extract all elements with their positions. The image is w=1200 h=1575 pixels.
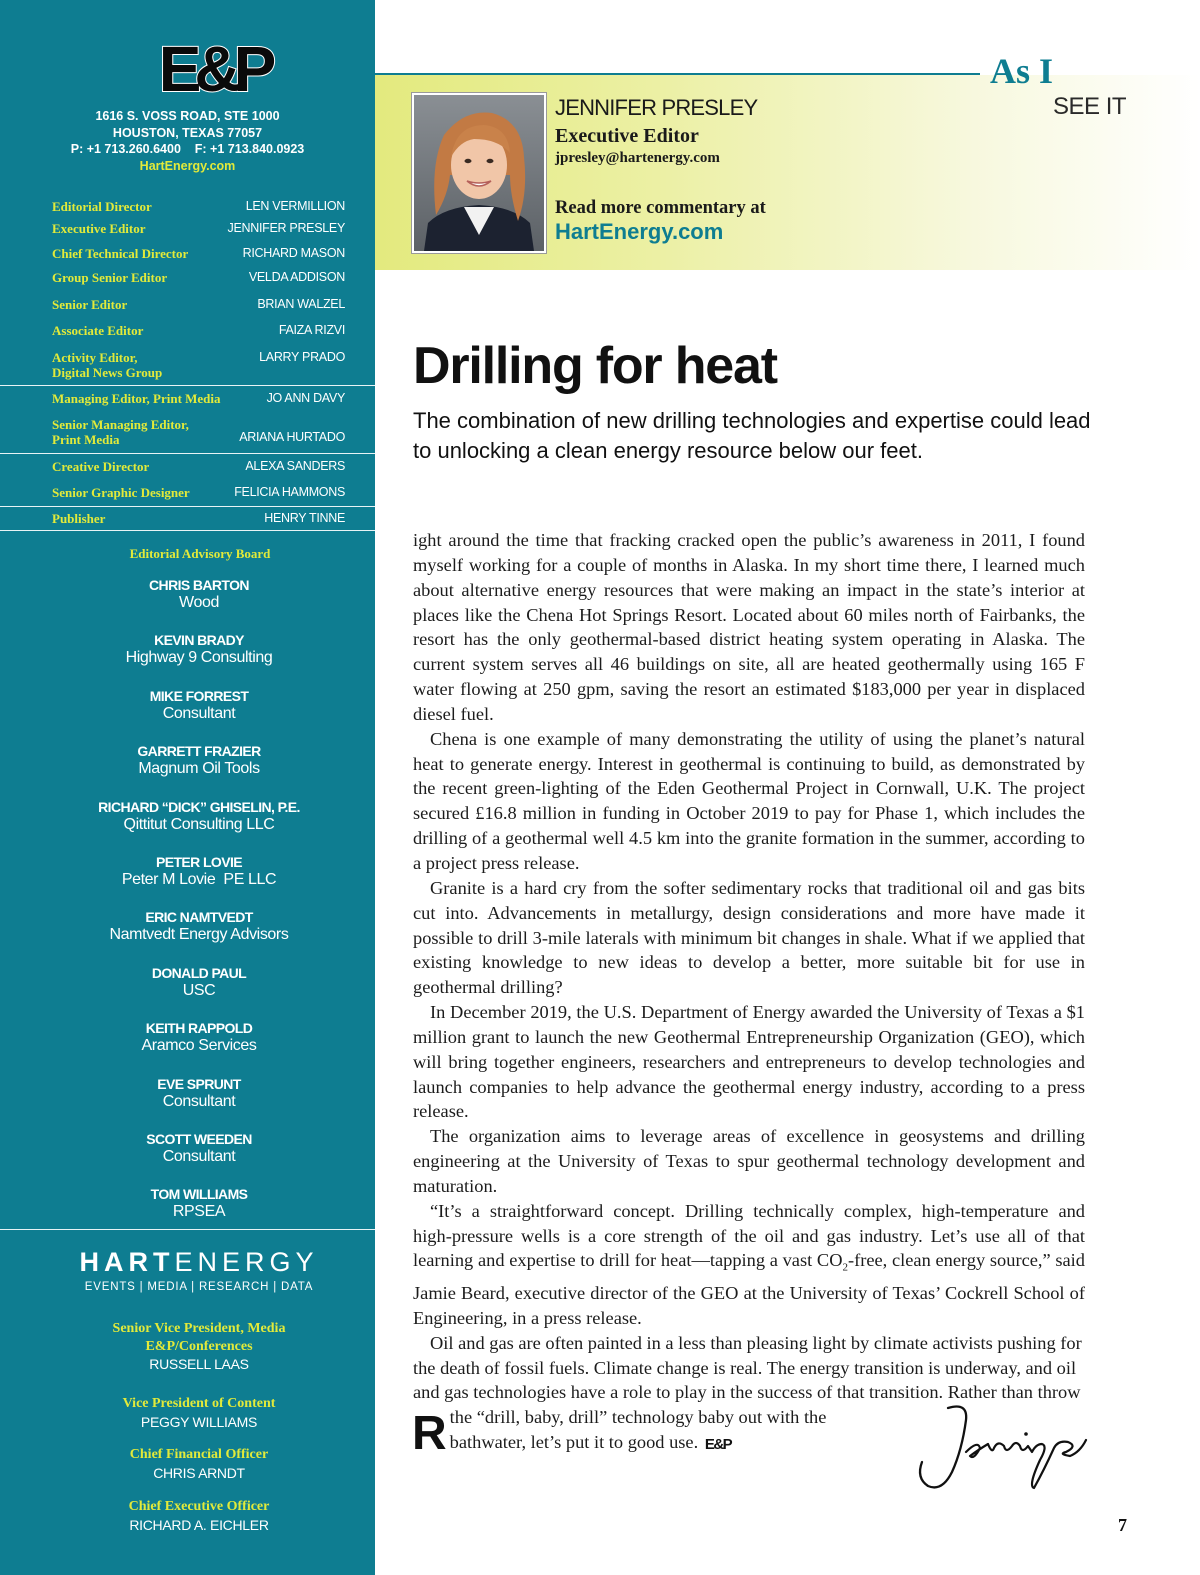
board-member: [0, 798, 398, 853]
page-number: 7: [1118, 1515, 1127, 1535]
board-member-company: Qittitut Consulting LLC: [123, 815, 275, 833]
masthead-address: [0, 108, 375, 174]
article-paragraph: The organization aims to leverage areas of excellence in geosystems and drilling engineering at the University of Texas to spur geothermal technology development and maturation.: [413, 1126, 1085, 1196]
board-member-company: Wood: [179, 594, 219, 611]
board-member: [0, 687, 398, 742]
board-member: [0, 576, 398, 631]
staff-role: Executive Editor: [52, 221, 146, 236]
paragraph-text: -free, clean energy source,” said Jamie Beard, executive director of the GEO at the University of Texas’ Cockrell School of Engineering, in a press release.: [413, 1250, 1085, 1328]
article-paragraph: Granite is a hard cry from the softer sedimentary rocks that traditional oil and gas bits cut into. Advancements in metallurgy, design considerations and more have made it possible to drill 3-mile laterals with minimum bit changes in shale. What if we applied that existing knowledge to new ideas to develop a better, more suitable bit for use in geothermal drilling?: [413, 877, 1085, 998]
staff-role: Publisher: [52, 511, 106, 526]
executive-title: Chief Financial Officer: [129, 1447, 269, 1462]
column-header-rule: [375, 73, 980, 75]
staff-name: JO ANN DAVY: [266, 391, 345, 405]
staff-name: LARRY PRADO: [259, 350, 345, 364]
hart-logo-light: ENERGY: [174, 1247, 319, 1277]
author-name: JENNIFER PRESLEY: [555, 95, 758, 120]
ep-logo: [142, 38, 286, 96]
board-member-company: Magnum Oil Tools: [138, 760, 260, 778]
executive-name: CHRIS ARNDT: [153, 1464, 245, 1481]
column-label-top: As I: [990, 51, 1054, 91]
board-member: [0, 742, 398, 797]
board-member: [0, 964, 398, 1019]
board-member-company: Namtvedt Energy Advisors: [109, 926, 289, 944]
staff-name: VELDA ADDISON: [248, 270, 345, 284]
board-member-name: GARRETT FRAZIER: [137, 743, 261, 760]
board-member-name: RICHARD “DICK” GHISELIN, P.E.: [98, 798, 300, 815]
board-member-company: Highway 9 Consulting: [125, 649, 273, 667]
board-member-name: EVE SPRUNT: [157, 1075, 241, 1092]
executive-name: RUSSELL LAAS: [149, 1356, 249, 1372]
staff-divider: [0, 385, 375, 386]
hart-energy-tagline: EVENTS | MEDIA | RESEARCH | DATA: [84, 1281, 314, 1293]
staff-name: ARIANA HURTADO: [239, 430, 345, 444]
board-member-company: Peter M Lovie PE LLC: [121, 870, 277, 888]
staff-role: Associate Editor: [52, 323, 144, 338]
staff-role: Editorial Director: [52, 199, 152, 214]
drop-cap: R: [412, 1407, 447, 1460]
staff-name: BRIAN WALZEL: [257, 297, 345, 311]
staff-role-line: Digital News Group: [52, 365, 163, 380]
board-member-company: USC: [182, 981, 216, 999]
board-member-name: KEITH RAPPOLD: [145, 1020, 253, 1037]
article-body: [413, 528, 1085, 1492]
board-member-company: Aramco Services: [141, 1037, 257, 1055]
article-paragraph: [413, 1199, 1085, 1331]
staff-name: LEN VERMILLION: [245, 199, 345, 213]
board-member: [0, 1019, 398, 1074]
staff-role: Group Senior Editor: [52, 270, 168, 285]
executive-block: [0, 1498, 398, 1534]
board-member-name: TOM WILLIAMS: [150, 1186, 248, 1203]
masthead-sidebar: [0, 0, 375, 1575]
article-deck: The combination of new drilling technologies and expertise could lead to unlocking a clean energy resource below our feet.: [413, 408, 1091, 463]
read-more-link[interactable]: HartEnergy.com: [555, 219, 724, 244]
staff-role: Senior Editor: [52, 297, 128, 312]
board-divider: [0, 1229, 375, 1230]
hart-logo-bold: HART: [79, 1247, 175, 1277]
executive-title: Chief Executive Officer: [128, 1499, 270, 1514]
staff-divider: [0, 530, 375, 531]
subscript: 2: [842, 1262, 848, 1275]
executive-name: PEGGY WILLIAMS: [140, 1413, 258, 1430]
board-member-company: Consultant: [162, 1092, 236, 1110]
board-member-name: PETER LOVIE: [156, 853, 242, 870]
board-member-name: MIKE FORREST: [149, 687, 249, 704]
board-member-company: RPSEA: [172, 1203, 226, 1221]
staff-divider: [0, 453, 375, 454]
executive-block: [0, 1320, 398, 1373]
executive-title: E&P/Conferences: [145, 1338, 253, 1354]
board-member: [0, 631, 398, 686]
board-member: [0, 853, 398, 908]
address-line: HOUSTON, TEXAS 77057: [112, 125, 263, 140]
board-member-name: SCOTT WEEDEN: [146, 1130, 252, 1147]
executive-block: [0, 1446, 398, 1482]
board-member: [0, 1130, 398, 1185]
read-more-text: Read more commentary at: [555, 198, 766, 218]
staff-divider: [0, 506, 375, 507]
svg-text:E&P: E&P: [704, 1436, 731, 1451]
staff-role: Managing Editor, Print Media: [52, 391, 221, 406]
advisory-board-title: Editorial Advisory Board: [129, 546, 271, 561]
svg-text:E&P: E&P: [158, 38, 270, 96]
staff-name: FELICIA HAMMONS: [234, 485, 345, 499]
staff-role: [52, 350, 162, 380]
masthead-website-link[interactable]: HartEnergy.com: [139, 158, 236, 173]
board-member: [0, 1075, 398, 1130]
article-paragraph: In December 2019, the U.S. Department of Energy awarded the University of Texas a $1 million grant to launch the new Geothermal Entrepreneurship Organization (GEO), which will bring together engineers, researchers and entrepreneurs to develop technologies and launch companies to help advance the geothermal energy industry, according to a press release.: [413, 1002, 1085, 1122]
staff-role: Chief Technical Director: [52, 246, 189, 261]
executive-title: Senior Vice President, Media: [112, 1321, 286, 1336]
paragraph-text: Oil and gas are often painted in a less than pleasing light by climate activists pushing for the death of fossil fuels. Climate change is real. The energy transition is underway, and oil and gas technologies have a role to play in the success of that transition. Rather than throw the “drill, baby, drill” technology baby out with the bathwater, let’s put it to good use.: [413, 1332, 1082, 1453]
end-mark-logo: [703, 1436, 733, 1450]
staff-name: RICHARD MASON: [242, 246, 345, 260]
advisory-board-list: [0, 576, 398, 1241]
author-email-link[interactable]: jpresley@hartenergy.com: [555, 150, 720, 166]
staff-name: ALEXA SANDERS: [245, 459, 345, 473]
board-member-name: KEVIN BRADY: [154, 632, 244, 649]
board-member: [0, 1185, 398, 1240]
address-line: 1616 S. VOSS ROAD, STE 1000: [95, 109, 280, 123]
article-headline: Drilling for heat: [413, 337, 777, 395]
author-title: Executive Editor: [555, 125, 699, 147]
staff-role-line: Activity Editor,: [52, 350, 138, 365]
author-photo: [412, 93, 546, 253]
paragraph-text: ight around the time that fracking cracked open the public’s awareness in 2011, I found myself working for a couple of months in Alaska. In my short time there, I learned much about alternative energy resources that were making an impact in the state’s interior at places like the Chena Hot Springs Resort. Located about 60 miles north of Fairbanks, the resort has the only geothermal-based district heating system operating in Alaska. The current system serves all 46 buildings on site, all are heated geothermally using 165 F water flowing at 250 gpm, saving the resort an estimated $183,000 per year in displaced diesel fuel.: [413, 530, 1085, 724]
board-member-company: Consultant: [162, 704, 236, 722]
board-member-name: DONALD PAUL: [151, 964, 247, 981]
board-member: [0, 908, 398, 963]
staff-role: Senior Graphic Designer: [52, 485, 190, 500]
staff-role-line: Print Media: [52, 432, 120, 447]
board-member-name: ERIC NAMTVEDT: [145, 909, 253, 926]
board-member-company: Consultant: [162, 1147, 236, 1165]
staff-name: FAIZA RIZVI: [278, 323, 345, 337]
board-member-name: CHRIS BARTON: [149, 577, 249, 593]
staff-role: [52, 417, 189, 447]
staff-role-line: Senior Managing Editor,: [52, 417, 189, 432]
staff-name: HENRY TINNE: [264, 511, 345, 525]
executive-title: Vice President of Content: [122, 1396, 276, 1411]
phone-fax-line: P: +1 713.260.6400 F: +1 713.840.0923: [70, 142, 305, 156]
article-paragraph: Chena is one example of many demonstrating the utility of using the planet’s natural heat to generate energy. Interest in geothermal is continuing to build, as demonstrated by the recent green-lighting of the Eden Geothermal Project in Cornwall, U.K. The project secured £16.8 million in funding in October 2019 to pay for Phase 1, which includes the drilling of a geothermal well 4.5 km into the granite formation in the summer, according to a project press release.: [413, 728, 1085, 873]
hart-energy-logo: [0, 1247, 398, 1278]
staff-role: Creative Director: [52, 459, 150, 474]
paragraph-text: “It’s a straightforward concept. Drilling technically complex, high-temperature and high-pressure wells is a core strength of the oil and gas industry. Let’s use all of that learning and expertise to drill for heat—tapping a vast CO: [413, 1200, 1085, 1271]
executive-name: RICHARD A. EICHLER: [129, 1516, 269, 1533]
column-label-bottom: SEE IT: [1053, 93, 1127, 120]
staff-name: JENNIFER PRESLEY: [227, 221, 345, 235]
executive-block: [0, 1395, 398, 1431]
author-signature: [908, 1400, 1090, 1500]
